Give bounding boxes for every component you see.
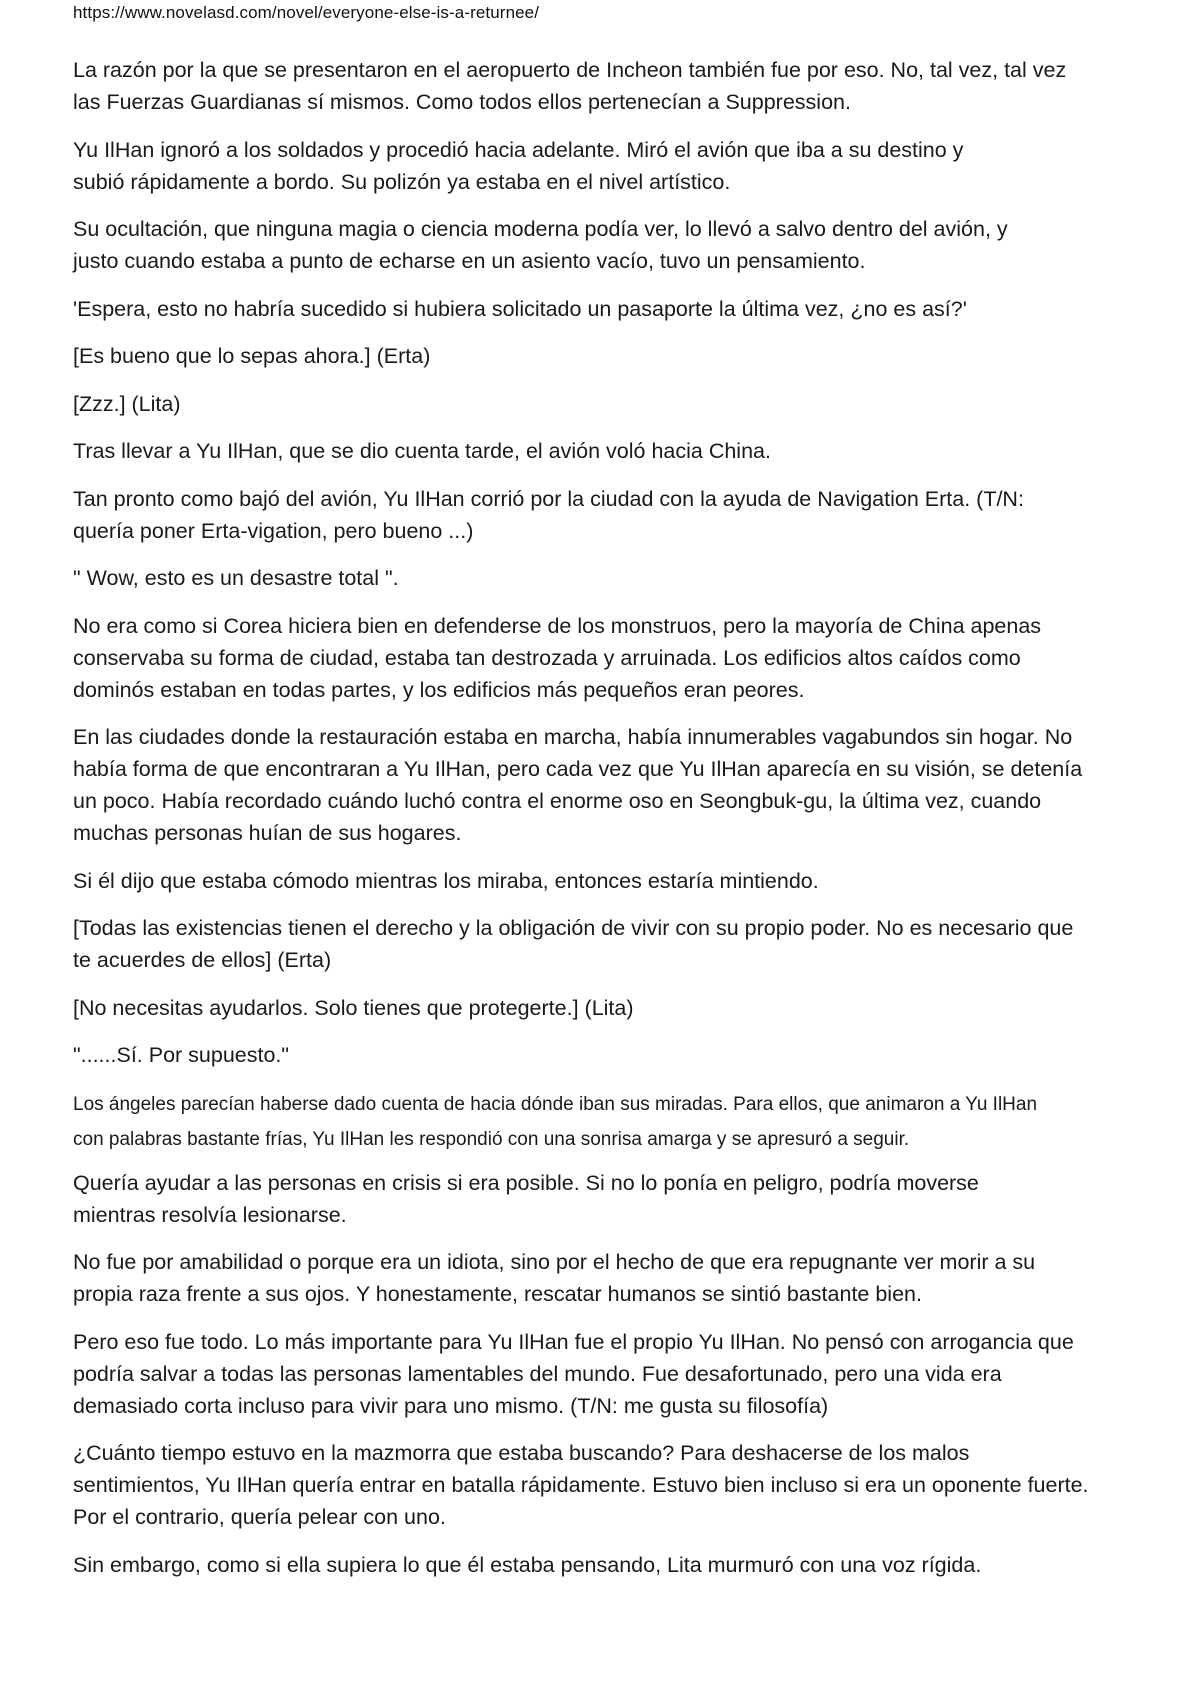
paragraph: " Wow, esto es un desastre total ". [73, 566, 399, 590]
paragraph: Tan pronto como bajó del avión, Yu IlHan corrió por la ciudad con la ayuda de Navigation Erta. (T/N: quería poner Erta-vigation, pero bueno ...) [73, 486, 1024, 543]
paragraph: [Todas las existencias tienen el derecho y la obligación de vivir con su propio poder. No es necesario que te acuerdes de ellos] (Erta) [73, 916, 1074, 972]
paragraph: ¿Cuánto tiempo estuvo en la mazmorra que estaba buscando? Para deshacerse de los malos sentimientos, Yu IlHan quería entrar en batalla rápidamente. Estuvo bien incluso si era un oponente fuerte. Por el contrario, quería pelear con uno. [73, 1441, 1089, 1529]
paragraph: Su ocultación, que ninguna magia o ciencia moderna podía ver, lo llevó a salvo dentro del avión, y justo cuando estaba a punto de echarse en un asiento vacío, tuvo un pensamiento. [73, 217, 1008, 273]
paragraph: [Zzz.] (Lita) [73, 391, 181, 416]
paragraph: La razón por la que se presentaron en el aeropuerto de Incheon también fue por eso. No, tal vez, tal vez las Fuerzas Guardianas sí mismos. Como todos ellos pertenecían a Suppression. [73, 58, 1067, 114]
paragraph: Tras llevar a Yu IlHan, que se dio cuenta tarde, el avión voló hacia China. [73, 439, 771, 463]
paragraph: No fue por amabilidad o porque era un idiota, sino por el hecho de que era repugnante ver morir a su propia raza frente a sus ojos. Y honestamente, rescatar humanos se sintió bastante bien. [73, 1250, 1036, 1306]
paragraph: Quería ayudar a las personas en crisis si era posible. Si no lo ponía en peligro, podría moverse mientras resolvía lesionarse. [73, 1170, 979, 1227]
paragraph: [Es bueno que lo sepas ahora.] (Erta) [73, 344, 431, 368]
paragraph: Yu IlHan ignoró a los soldados y procedió hacia adelante. Miró el avión que iba a su destino y subió rápidamente a bordo. Su polizón ya estaba en el nivel artístico. [73, 137, 964, 194]
paragraph: Pero eso fue todo. Lo más importante para Yu IlHan fue el propio Yu IlHan. No pensó con arrogancia que podría salvar a todas las personas lamentables del mundo. Fue desafortunado, pero una vida era demasiado corta incluso para vivir para uno mismo. (T/N: me gusta su filosofía) [73, 1329, 1074, 1418]
paragraph: Sin embargo, como si ella supiera lo que él estaba pensando, Lita murmuró con una voz rígida. [73, 1552, 982, 1577]
paragraph: "......Sí. Por supuesto." [73, 1043, 290, 1067]
page-url: https://www.novelasd.com/novel/everyone-else-is-a-returnee/ [73, 3, 540, 22]
paragraph: Si él dijo que estaba cómodo mientras los miraba, entonces estaría mintiendo. [73, 868, 819, 893]
document-body [73, 54, 1133, 1596]
paragraph: En las ciudades donde la restauración estaba en marcha, había innumerables vagabundos sin hogar. No había forma de que encontraran a Yu IlHan, pero cada vez que Yu IlHan aparecía en su visión, se detenía un poco. Había recordado cuándo luchó contra el enorme oso en Seongbuk-gu, la última vez, cuando muchas personas huían de sus hogares. [73, 725, 1083, 845]
paragraph: Los ángeles parecían haberse dado cuenta de hacia dónde iban sus miradas. Para ellos, que animaron a Yu IlHan con palabras bastante frías, Yu IlHan les respondió con una sonrisa amarga y se apresuró a seguir. [73, 1093, 1038, 1150]
paragraph: No era como si Corea hiciera bien en defenderse de los monstruos, pero la mayoría de China apenas conservaba su forma de ciudad, estaba tan destrozada y arruinada. Los edificios altos caídos como dominós estaban en todas partes, y los edificios más pequeños eran peores. [73, 613, 1042, 702]
paragraph: [No necesitas ayudarlos. Solo tienes que protegerte.] (Lita) [73, 995, 634, 1020]
paragraph: 'Espera, esto no habría sucedido si hubiera solicitado un pasaporte la última vez, ¿no es así?' [73, 296, 967, 321]
